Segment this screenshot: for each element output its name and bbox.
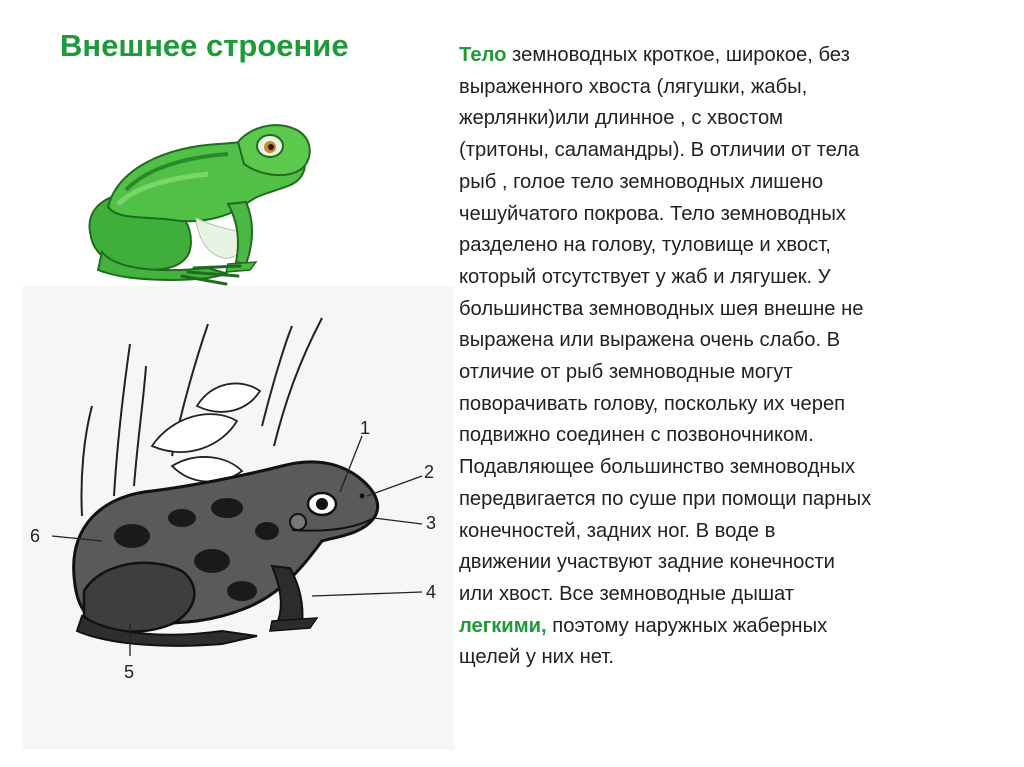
text-line (459, 547, 979, 579)
text-segment: конечностей, задних ног. В воде в (459, 519, 776, 542)
text-segment: подвижно соединен с позвоночником. (459, 424, 814, 447)
text-line (459, 40, 979, 72)
text-line (459, 357, 979, 389)
text-line (459, 135, 979, 167)
label-4: 4 (426, 582, 437, 602)
slide-title: Внешнее строение (60, 28, 349, 63)
highlighted-term: Тело (459, 44, 507, 66)
text-line (459, 325, 979, 357)
text-line (459, 230, 979, 262)
label-1: 1 (360, 418, 371, 438)
text-segment: который отсутствует у жаб и лягушек. У (459, 265, 831, 288)
text-segment: отличие от рыб земноводные могут (459, 361, 793, 384)
text-segment: чешуйчатого покрова. Тело земноводных (459, 202, 846, 225)
text-segment: поворачивать голову, поскольку их череп (459, 392, 846, 415)
label-6: 6 (30, 526, 41, 546)
green-frog-illustration (78, 112, 318, 292)
text-segment: щелей у них нет. (459, 646, 614, 669)
text-line (459, 199, 979, 231)
text-segment: жерлянки)или длинное , с хвостом (459, 107, 784, 130)
text-line (459, 579, 979, 611)
highlighted-term: легкими, (459, 614, 547, 637)
text-line (459, 642, 979, 674)
text-line (459, 452, 979, 484)
text-segment: земноводных кроткое, широкое, без (506, 44, 850, 66)
label-5: 5 (124, 662, 135, 682)
text-segment: движении участвуют задние конечности (459, 551, 835, 574)
text-segment: поэтому наружных жаберных (546, 614, 828, 637)
text-segment: (тритоны, саламандры). В отличии от тела (459, 139, 860, 162)
text-line (459, 103, 979, 135)
frog-structure-diagram (22, 286, 454, 750)
text-line (459, 72, 979, 104)
text-line (459, 611, 979, 643)
text-line (459, 389, 979, 421)
text-line (459, 516, 979, 548)
label-2: 2 (424, 462, 435, 482)
text-segment: выраженного хвоста (лягушки, жабы, (459, 75, 808, 98)
text-segment: выражена или выражена очень слабо. В (459, 329, 841, 352)
text-line (459, 484, 979, 516)
text-segment: передвигается по суше при помощи парных (459, 487, 872, 510)
text-line (459, 167, 979, 199)
text-segment: большинства земноводных шея внешне не (459, 297, 864, 320)
description-paragraph (459, 40, 979, 674)
text-segment: или хвост. Все земноводные дышат (459, 582, 795, 605)
text-segment: Подавляющее большинство земноводных (459, 456, 856, 479)
text-segment: разделено на голову, туловище и хвост, (459, 234, 831, 257)
label-3: 3 (426, 513, 437, 533)
text-line (459, 294, 979, 326)
text-line (459, 420, 979, 452)
text-segment: рыб , голое тело земноводных лишено (459, 170, 824, 193)
text-line (459, 262, 979, 294)
